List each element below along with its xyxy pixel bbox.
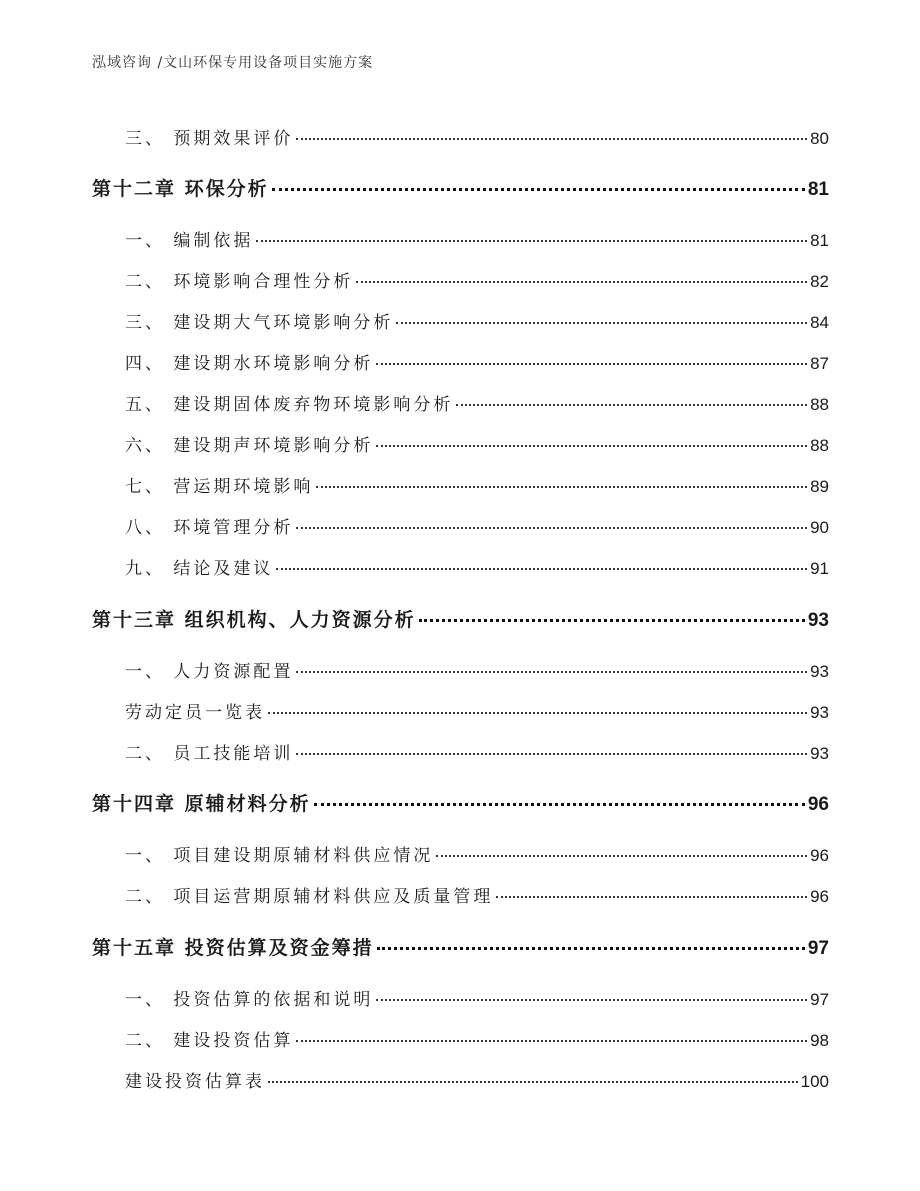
toc-dot-leader (276, 568, 807, 570)
toc-entry[interactable] (125, 698, 829, 723)
toc-entry-label: 二、 员工技能培训 (125, 744, 294, 764)
toc-dot-leader (296, 753, 807, 755)
toc-entry-page: 96 (810, 887, 829, 906)
toc-entry-label: 一、 投资估算的依据和说明 (125, 990, 374, 1010)
toc-entry-label: 五、 建设期固体废弃物环境影响分析 (125, 395, 454, 415)
toc-entry-page: 90 (810, 518, 829, 537)
toc-entry[interactable] (125, 1026, 829, 1051)
toc-entry-label: 建设投资估算表 (125, 1072, 265, 1092)
toc-entry-label: 三、 建设期大气环境影响分析 (125, 313, 394, 333)
toc-entry[interactable] (125, 513, 829, 538)
toc-entry-label: 二、 建设投资估算 (125, 1031, 294, 1051)
toc-entry-label: 七、 营运期环境影响 (125, 477, 314, 497)
toc-entry-label: 一、 人力资源配置 (125, 662, 294, 682)
toc-chapter-entry[interactable] (92, 933, 829, 960)
toc-entry[interactable] (125, 1067, 829, 1092)
toc-dot-leader (456, 404, 807, 406)
toc-dot-leader (376, 363, 807, 365)
toc-entry[interactable] (125, 267, 829, 292)
toc-entry-page: 88 (810, 395, 829, 414)
toc-entry-page: 100 (800, 1072, 829, 1091)
toc-chapter-label: 第十二章 环保分析 (92, 178, 269, 200)
toc-entry-label: 九、 结论及建议 (125, 559, 274, 579)
toc-dot-leader (376, 999, 807, 1001)
toc-entry[interactable] (125, 390, 829, 415)
toc-entry-page: 93 (810, 744, 829, 763)
toc-dot-leader (496, 896, 807, 898)
toc-entry[interactable] (125, 841, 829, 866)
toc-entry-page: 84 (810, 313, 829, 332)
toc-dot-leader (376, 445, 807, 447)
toc-entry-page: 93 (810, 703, 829, 722)
toc-dot-leader (377, 947, 805, 950)
toc-entry-page: 82 (810, 272, 829, 291)
toc-entry-label: 劳动定员一览表 (125, 703, 265, 723)
toc-entry[interactable] (125, 308, 829, 333)
toc-entry-page: 88 (810, 436, 829, 455)
toc-entry-page: 97 (810, 990, 829, 1009)
toc-entry[interactable] (125, 985, 829, 1010)
toc-entry-page: 81 (810, 231, 829, 250)
toc-chapter-page: 81 (807, 179, 829, 200)
toc-entry-label: 一、 编制依据 (125, 231, 254, 251)
toc-dot-leader (396, 322, 807, 324)
toc-dot-leader (356, 281, 807, 283)
toc-dot-leader (436, 855, 807, 857)
toc-entry[interactable] (125, 431, 829, 456)
toc-dot-leader (316, 486, 807, 488)
toc-entry-page: 80 (810, 129, 829, 148)
toc-chapter-page: 96 (807, 794, 829, 815)
toc-chapter-label: 第十五章 投资估算及资金筹措 (92, 937, 374, 959)
toc-dot-leader (268, 712, 807, 714)
toc-entry[interactable] (125, 124, 829, 149)
toc-entry-page: 98 (810, 1031, 829, 1050)
page-header: 泓域咨询 /文山环保专用设备项目实施方案 (92, 55, 374, 71)
toc-chapter-label: 第十四章 原辅材料分析 (92, 793, 311, 815)
toc-dot-leader (296, 1040, 807, 1042)
toc-chapter-entry[interactable] (92, 789, 829, 816)
toc-entry[interactable] (125, 739, 829, 764)
toc-dot-leader (272, 188, 805, 191)
toc-entry-label: 三、 预期效果评价 (125, 129, 294, 149)
toc-chapter-label: 第十三章 组织机构、人力资源分析 (92, 609, 416, 631)
toc-dot-leader (296, 527, 807, 529)
toc-entry[interactable] (125, 657, 829, 682)
toc-chapter-entry[interactable] (92, 605, 829, 632)
toc-dot-leader (268, 1081, 798, 1083)
toc-entry-label: 六、 建设期声环境影响分析 (125, 436, 374, 456)
toc-entry-label: 四、 建设期水环境影响分析 (125, 354, 374, 374)
toc-entry-page: 89 (810, 477, 829, 496)
toc-chapter-entry[interactable] (92, 174, 829, 201)
toc-dot-leader (256, 240, 807, 242)
toc-entry-page: 93 (810, 662, 829, 681)
toc-dot-leader (296, 671, 807, 673)
toc-chapter-page: 97 (807, 938, 829, 959)
toc-entry[interactable] (125, 226, 829, 251)
toc-dot-leader (419, 619, 805, 622)
toc-entry-label: 一、 项目建设期原辅材料供应情况 (125, 846, 434, 866)
toc-entry-label: 二、 环境影响合理性分析 (125, 272, 354, 292)
toc-entry[interactable] (125, 472, 829, 497)
toc-dot-leader (314, 803, 805, 806)
toc-entry-page: 96 (810, 846, 829, 865)
toc-entry-page: 87 (810, 354, 829, 373)
toc-entry[interactable] (125, 349, 829, 374)
toc-chapter-page: 93 (807, 610, 829, 631)
toc-entry-label: 八、 环境管理分析 (125, 518, 294, 538)
toc-entry-page: 91 (810, 559, 829, 578)
toc-dot-leader (296, 138, 807, 140)
toc-entry[interactable] (125, 882, 829, 907)
toc-entry[interactable] (125, 554, 829, 579)
toc-entry-label: 二、 项目运营期原辅材料供应及质量管理 (125, 887, 494, 907)
